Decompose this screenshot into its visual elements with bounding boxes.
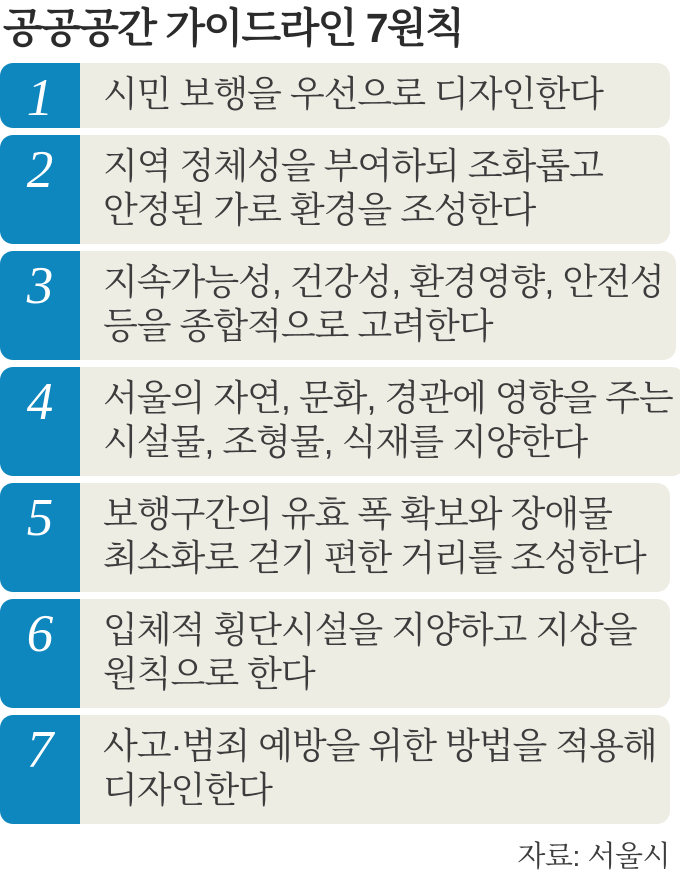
principle-number-badge xyxy=(0,251,80,360)
principle-row xyxy=(0,367,673,476)
principle-row xyxy=(0,251,670,360)
principle-text xyxy=(80,715,670,824)
principle-number: 3 xyxy=(26,257,54,316)
page-title: 공공공간 가이드라인 7원칙 xyxy=(3,5,464,51)
principle-number: 2 xyxy=(26,141,54,200)
principle-text xyxy=(80,599,670,708)
principle-text-line: 시설물, 조형물, 식재를 지양한다 xyxy=(103,421,588,463)
principle-text-line: 디자인한다 xyxy=(103,769,272,811)
principle-text-line: 사고·범죄 예방을 위한 방법을 적용해 xyxy=(103,725,657,767)
principle-text xyxy=(80,251,676,360)
principle-row xyxy=(0,483,670,592)
source-credit: 자료: 서울시 xyxy=(517,841,670,874)
principle-number-badge xyxy=(0,483,80,592)
principle-number-badge xyxy=(0,63,80,128)
principle-number: 7 xyxy=(26,721,54,780)
principle-text-line: 서울의 자연, 문화, 경관에 영향을 주는 xyxy=(103,377,673,419)
principle-number: 5 xyxy=(26,489,54,548)
principle-row xyxy=(0,63,670,128)
principle-number-badge xyxy=(0,367,80,476)
principle-text xyxy=(80,367,680,476)
principle-number-badge xyxy=(0,599,80,708)
principle-text xyxy=(80,63,670,128)
principle-text-line: 보행구간의 유효 폭 확보와 장애물 xyxy=(103,493,612,535)
principle-number: 6 xyxy=(26,605,54,664)
principle-row xyxy=(0,599,670,708)
principle-text-line: 안정된 가로 환경을 조성한다 xyxy=(103,189,536,231)
principle-number: 4 xyxy=(26,373,54,432)
principle-text-line: 시민 보행을 우선으로 디자인한다 xyxy=(103,73,603,115)
principle-row xyxy=(0,715,670,824)
principle-text-line: 입체적 횡단시설을 지양하고 지상을 xyxy=(103,609,637,651)
principle-text xyxy=(80,483,670,592)
principle-number-badge xyxy=(0,715,80,824)
principle-text-line: 원칙으로 한다 xyxy=(103,653,315,695)
principles-list xyxy=(0,63,673,824)
principle-text-line: 지속가능성, 건강성, 환경영향, 안전성 xyxy=(103,261,664,303)
principle-text xyxy=(80,135,670,244)
principle-text-line: 등을 종합적으로 고려한다 xyxy=(103,305,493,347)
principle-text-line: 최소화로 걷기 편한 거리를 조성한다 xyxy=(103,537,646,579)
principle-number: 1 xyxy=(26,69,54,128)
principle-text-line: 지역 정체성을 부여하되 조화롭고 xyxy=(103,145,603,187)
principle-row xyxy=(0,135,670,244)
principle-number-badge xyxy=(0,135,80,244)
